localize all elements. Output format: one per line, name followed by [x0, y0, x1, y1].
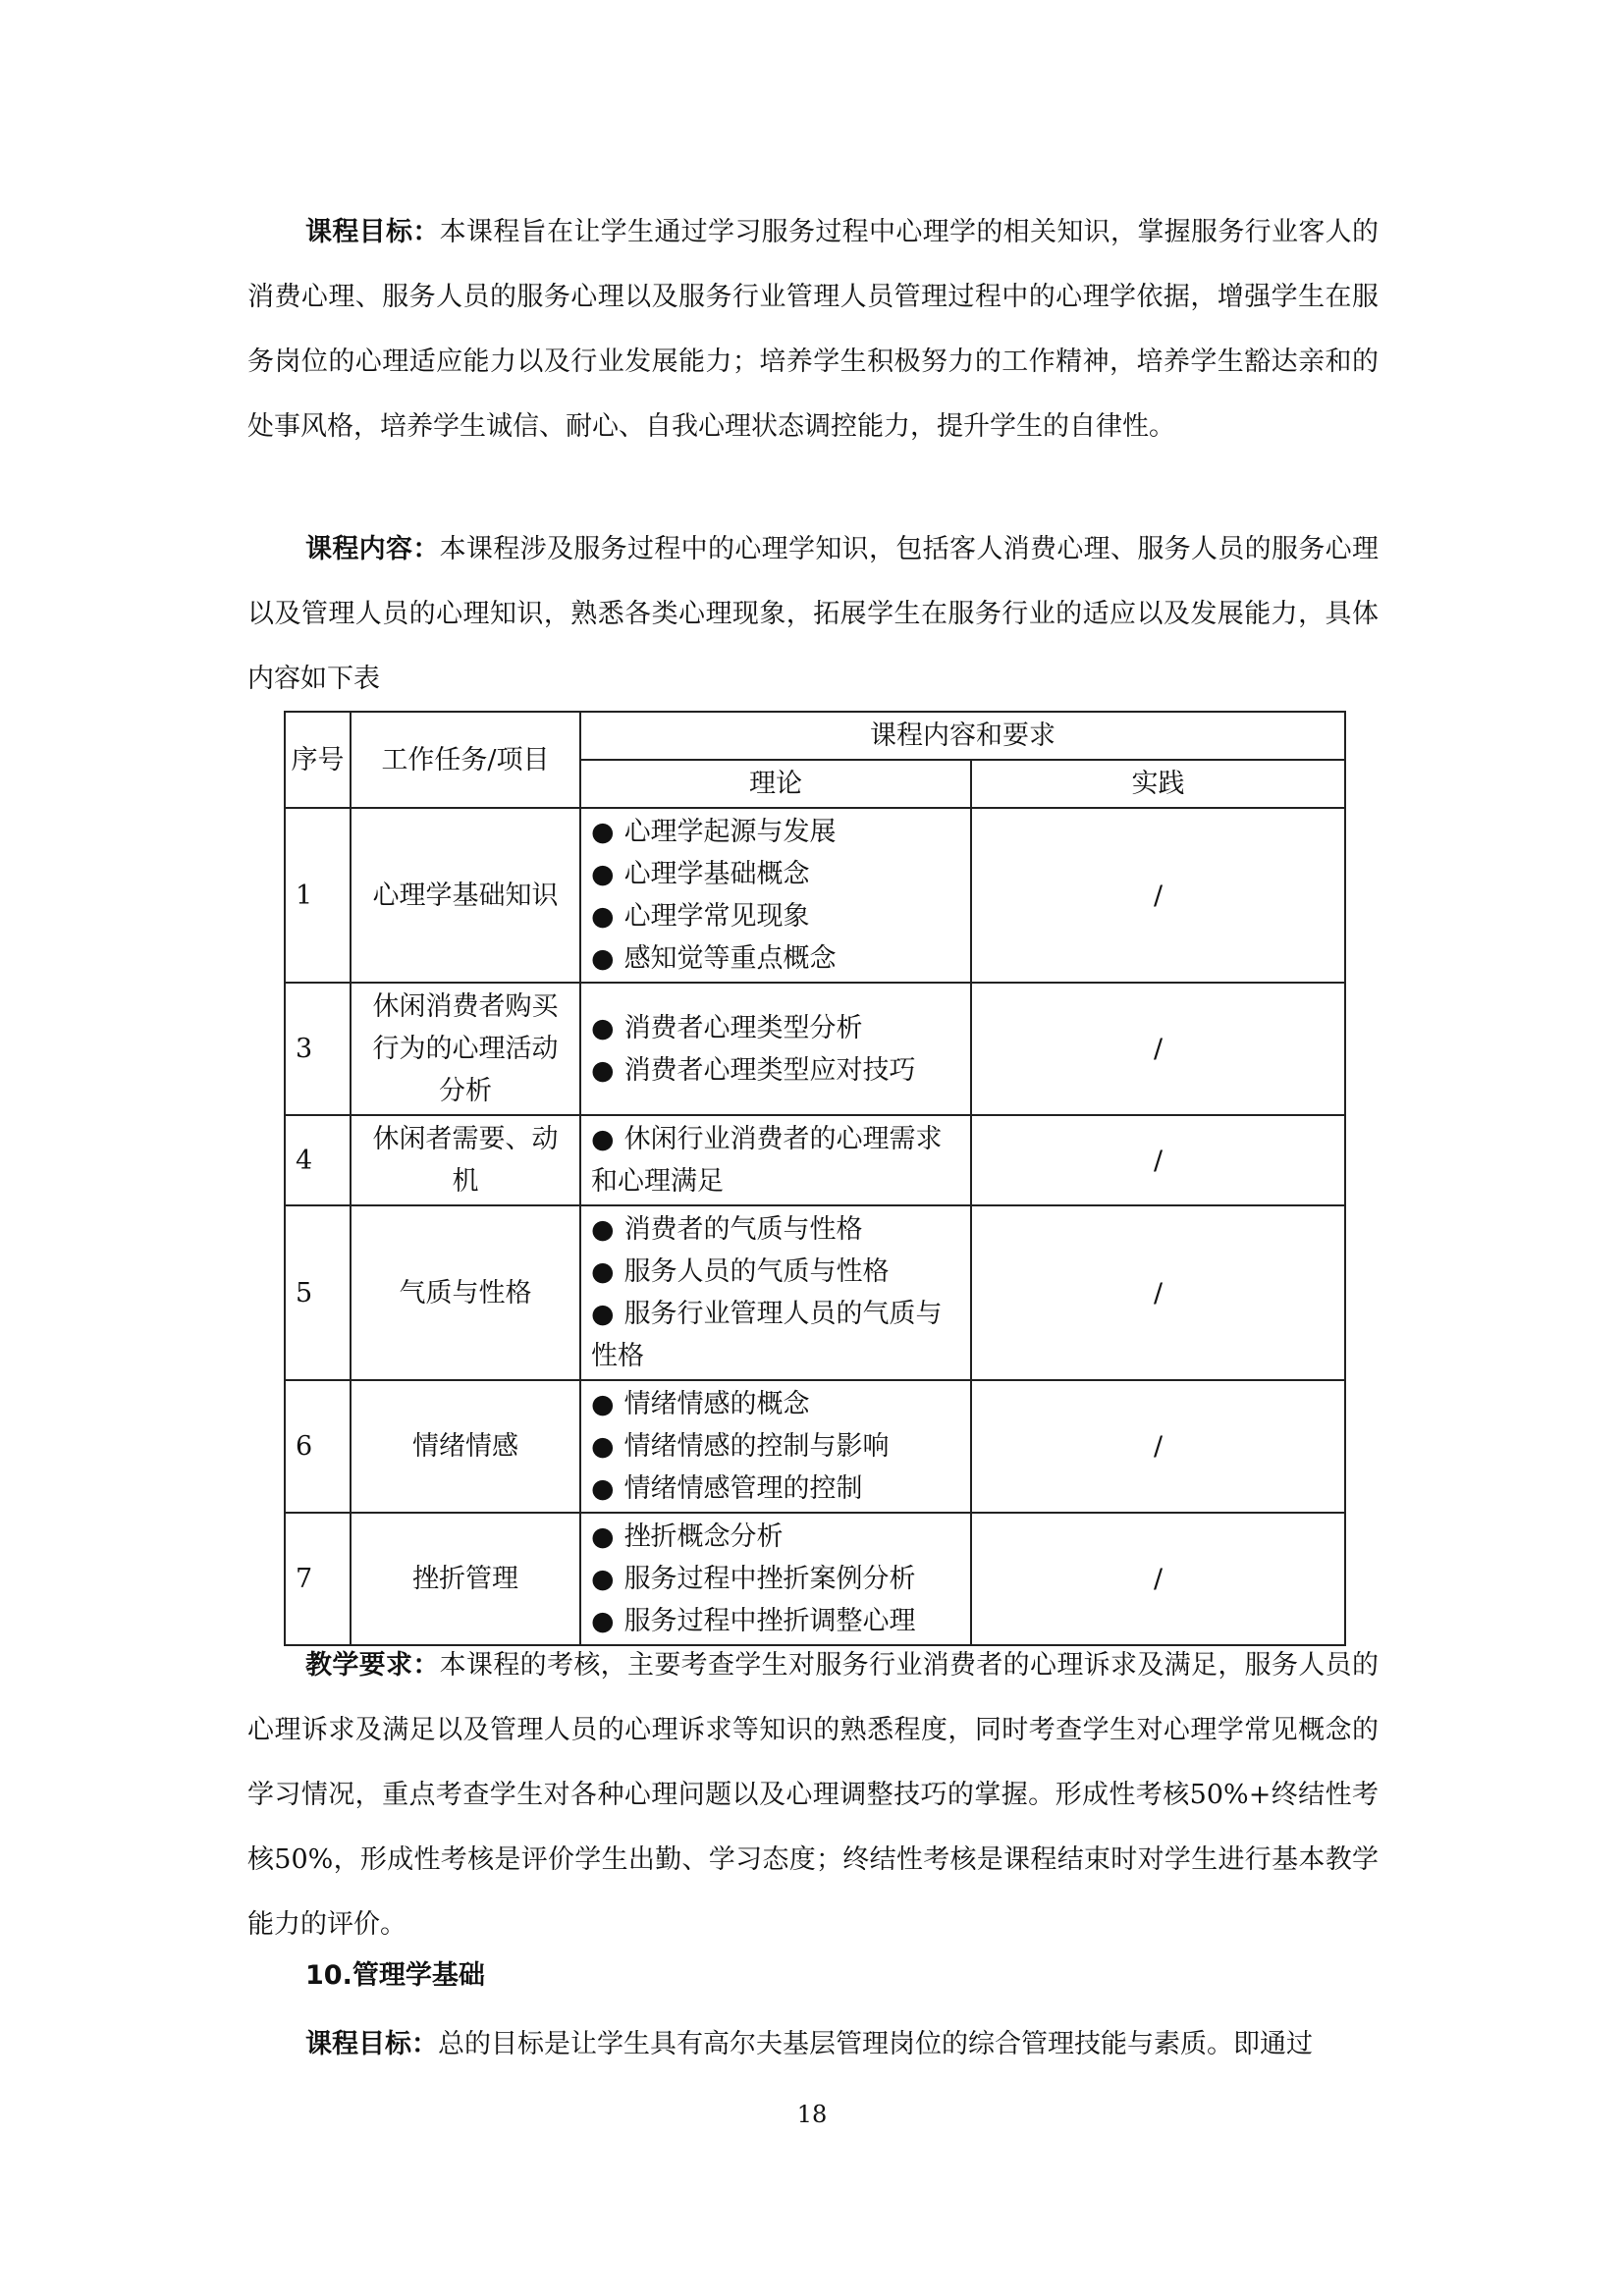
management-goal-text: 总的目标是让学生具有高尔夫基层管理岗位的综合管理技能与素质。即通过: [438, 2029, 1313, 2059]
theory-item-text: 消费者心理类型应对技巧: [623, 1054, 916, 1086]
row-practice: /: [971, 983, 1345, 1115]
theory-item-text: 消费者心理类型分析: [623, 1012, 863, 1043]
row-task: 休闲者需要、动机: [351, 1115, 580, 1205]
list-item: [591, 811, 960, 853]
list-item: [591, 1208, 960, 1251]
table-row: [285, 1380, 1345, 1513]
teaching-requirements-text: 本课程的考核，主要考查学生对服务行业消费者的心理诉求及满足，服务人员的心理诉求及满足以及管理人员的心理诉求等知识的熟悉程度，同时考查学生对心理学常见概念的学习情况，重点考查学生对各种心理问题以及心理调整技巧的掌握。形成性考核50%+终结性考核50%，形成性考核是评价学生出勤、学习态度；终结性考核是课程结束时对学生进行基本教学能力的评价。: [247, 1650, 1380, 1940]
bullet-icon: ●: [591, 1299, 615, 1329]
theory-list: [591, 811, 960, 980]
theory-item-text: 感知觉等重点概念: [623, 943, 837, 974]
theory-list: [591, 1383, 960, 1510]
table-row: [285, 1513, 1345, 1645]
section-heading: 10.管理学基础: [305, 1960, 485, 1991]
bullet-icon: ●: [591, 1389, 615, 1419]
table-row: [285, 983, 1345, 1115]
row-number: 3: [285, 983, 351, 1115]
bullet-icon: ●: [591, 1054, 615, 1086]
bullet-icon: ●: [591, 1473, 615, 1504]
bullet-icon: ●: [591, 943, 615, 974]
theory-item-text: 休闲行业消费者的心理需求和心理满足: [591, 1124, 943, 1197]
header-num: 序号: [285, 712, 351, 808]
management-goal-paragraph: [247, 2012, 1379, 2077]
theory-item-text: 服务行业管理人员的气质与性格: [591, 1299, 943, 1371]
row-theory: [580, 1205, 971, 1380]
theory-item-text: 挫折概念分析: [623, 1522, 784, 1552]
list-item: [591, 1293, 960, 1377]
course-content-text: 本课程涉及服务过程中的心理学知识，包括客人消费心理、服务人员的服务心理以及管理人员的心理知识，熟悉各类心理现象，拓展学生在服务行业的适应以及发展能力，具体内容如下表: [247, 534, 1380, 694]
list-item: [591, 1383, 960, 1425]
list-item: [591, 853, 960, 895]
theory-item-text: 情绪情感管理的控制: [623, 1473, 863, 1504]
bullet-icon: ●: [591, 1606, 615, 1636]
row-number: 4: [285, 1115, 351, 1205]
row-number: 5: [285, 1205, 351, 1380]
course-goal-lead: 课程目标：: [305, 217, 440, 247]
row-task: 休闲消费者购买行为的心理活动分析: [351, 983, 580, 1115]
header-task: 工作任务/项目: [351, 712, 580, 808]
row-practice: /: [971, 1380, 1345, 1513]
row-practice: /: [971, 1115, 1345, 1205]
table-body: [285, 808, 1345, 1645]
theory-item-text: 消费者的气质与性格: [623, 1214, 863, 1245]
list-item: [591, 1118, 960, 1202]
row-practice: /: [971, 1513, 1345, 1645]
row-task: 情绪情感: [351, 1380, 580, 1513]
course-content-table: [284, 711, 1346, 1646]
bullet-icon: ●: [591, 1564, 615, 1594]
list-item: [591, 1558, 960, 1600]
row-theory: [580, 983, 971, 1115]
theory-item-text: 心理学基础概念: [623, 859, 810, 889]
theory-item-text: 服务过程中挫折案例分析: [623, 1564, 916, 1594]
table-row: [285, 808, 1345, 983]
page-number: 18: [796, 2101, 828, 2128]
row-practice: /: [971, 1205, 1345, 1380]
row-task: 气质与性格: [351, 1205, 580, 1380]
list-item: [591, 895, 960, 937]
list-item: [591, 937, 960, 980]
row-number: 6: [285, 1380, 351, 1513]
row-theory: [580, 1115, 971, 1205]
row-task: 挫折管理: [351, 1513, 580, 1645]
row-task: 心理学基础知识: [351, 808, 580, 983]
bullet-icon: ●: [591, 1214, 615, 1245]
course-goal-text: 本课程旨在让学生通过学习服务过程中心理学的相关知识，掌握服务行业客人的消费心理、服务人员的服务心理以及服务行业管理人员管理过程中的心理学依据，增强学生在服务岗位的心理适应能力以及行业发展能力；培养学生积极努力的工作精神，培养学生豁达亲和的处事风格，培养学生诚信、耐心、自我心理状态调控能力，提升学生的自律性。: [247, 217, 1380, 442]
list-item: [591, 1468, 960, 1510]
list-item: [591, 1251, 960, 1293]
teaching-requirements-lead: 教学要求：: [305, 1650, 440, 1681]
teaching-requirements-paragraph: [247, 1633, 1379, 1957]
theory-list: [591, 1118, 960, 1202]
theory-item-text: 服务过程中挫折调整心理: [623, 1606, 916, 1636]
list-item: [591, 1049, 960, 1092]
course-content-paragraph: [247, 517, 1379, 712]
theory-list: [591, 1516, 960, 1642]
theory-item-text: 情绪情感的控制与影响: [623, 1431, 890, 1462]
list-item: [591, 1425, 960, 1468]
row-theory: [580, 1380, 971, 1513]
management-goal-lead: 课程目标：: [305, 2029, 438, 2059]
bullet-icon: ●: [591, 1256, 615, 1287]
theory-item-text: 心理学常见现象: [623, 901, 810, 932]
table-row: [285, 1115, 1345, 1205]
table-row: [285, 1205, 1345, 1380]
theory-list: [591, 1208, 960, 1377]
bullet-icon: ●: [591, 1124, 615, 1154]
course-goal-paragraph: [247, 200, 1379, 459]
bullet-icon: ●: [591, 1012, 615, 1043]
row-practice: /: [971, 808, 1345, 983]
header-group: 课程内容和要求: [580, 712, 1345, 760]
row-theory: [580, 808, 971, 983]
bullet-icon: ●: [591, 859, 615, 889]
theory-list: [591, 1007, 960, 1092]
bullet-icon: ●: [591, 1522, 615, 1552]
theory-item-text: 情绪情感的概念: [623, 1389, 810, 1419]
theory-item-text: 服务人员的气质与性格: [623, 1256, 890, 1287]
row-theory: [580, 1513, 971, 1645]
header-theory: 理论: [580, 760, 971, 808]
bullet-icon: ●: [591, 1431, 615, 1462]
theory-item-text: 心理学起源与发展: [623, 817, 837, 847]
course-content-lead: 课程内容：: [305, 534, 440, 564]
row-number: 7: [285, 1513, 351, 1645]
list-item: [591, 1516, 960, 1558]
list-item: [591, 1007, 960, 1049]
header-practice: 实践: [971, 760, 1345, 808]
row-number: 1: [285, 808, 351, 983]
bullet-icon: ●: [591, 901, 615, 932]
bullet-icon: ●: [591, 817, 615, 847]
